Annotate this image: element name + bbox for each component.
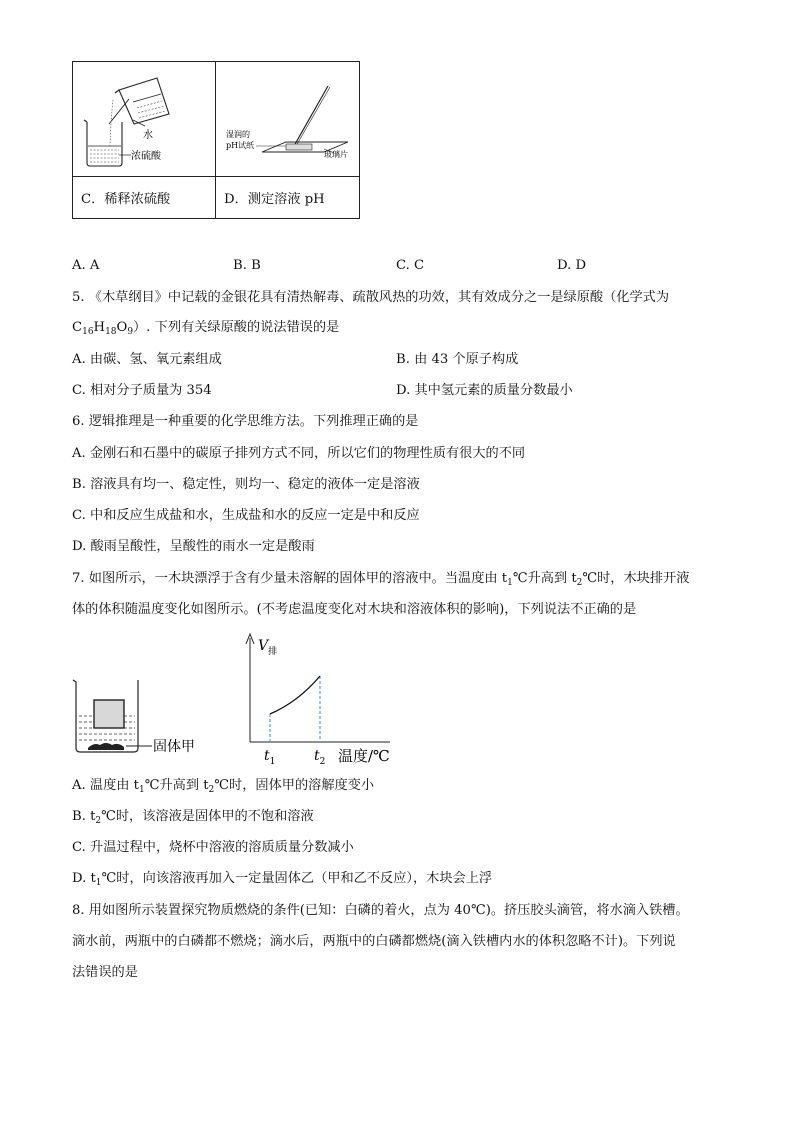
q7-option-b[interactable]: B. $t_2℃$时，该溶液是固体甲的不饱和溶液	[72, 809, 314, 826]
cell-c-figure	[73, 62, 216, 177]
q7-stem-line1: 7. 如图所示，一木块漂浮于含有少量未溶解的固体甲的溶液中。当温度由 $t_1℃$升高到 $t_2℃$时，木块排开液	[72, 571, 690, 588]
q7-option-a[interactable]: A. 温度由 $t_1℃$升高到 $t_2℃$时，固体甲的溶解度变小	[72, 778, 375, 795]
label-ph-paper: pH试纸	[226, 141, 255, 150]
formula-c: C	[72, 320, 83, 335]
q7-volume-temp-graph	[240, 628, 400, 768]
q5-option-a[interactable]: A. 由碳、氢、氧元素组成	[72, 352, 222, 367]
caption-c: C．稀释浓硫酸	[73, 177, 216, 219]
dilute-acid-figure	[73, 62, 215, 176]
q4-option-d[interactable]: D. D	[557, 258, 587, 273]
q5-stem-line2: $C_{16}H_{18}O_9$）. 下列有关绿原酸的说法错误的是	[72, 320, 340, 337]
q7-beaker-figure	[70, 670, 210, 762]
q5-option-b[interactable]: B. 由 43 个原子构成	[396, 352, 519, 367]
q7-option-c[interactable]: C. 升温过程中，烧杯中溶液的溶质质量分数减小	[72, 840, 354, 855]
q5-option-c[interactable]: C. 相对分子质量为 354	[72, 383, 212, 398]
label-wet: 湿润的	[226, 130, 250, 139]
q6-option-b[interactable]: B. 溶液具有均一、稳定性，则均一、稳定的液体一定是溶液	[72, 477, 420, 492]
q6-stem: 6. 逻辑推理是一种重要的化学思维方法。下列推理正确的是	[72, 414, 419, 429]
q4-option-c[interactable]: C. C	[396, 258, 425, 273]
q4-option-b[interactable]: B. B	[233, 258, 261, 273]
volume-curve	[270, 676, 320, 714]
y-axis-label: $V_排$	[258, 638, 278, 657]
x-axis-label: 温度/℃	[338, 747, 390, 765]
q4-option-a[interactable]: A. A	[72, 258, 100, 273]
cell-d-figure	[216, 62, 360, 177]
q6-option-d[interactable]: D. 酸雨呈酸性，呈酸性的雨水一定是酸雨	[72, 539, 315, 554]
solid-jia	[88, 743, 124, 750]
q5-stem-line1: 5. 《木草纲目》中记载的金银花具有清热解毒、疏散风热的功效，其有效成分之一是绿原酸（化学式为	[72, 290, 670, 305]
q7-option-d[interactable]: D. $t_1℃$时，向该溶液再加入一定量固体乙（甲和乙不反应），木块会上浮	[72, 871, 493, 888]
q8-stem-line2: 滴水前，两瓶中的白磷都不燃烧；滴水后，两瓶中的白磷都燃烧(滴入铁槽内水的体积忽略不计)。下列说	[72, 934, 676, 949]
tick-t2: $t_2$	[314, 748, 326, 767]
q7-stem-line2: 体的体积随温度变化如图所示。(不考虑温度变化对木块和溶液体积的影响)，下列说法不正确的是	[72, 602, 637, 617]
caption-d: D．测定溶液 pH	[216, 177, 360, 219]
label-conc-acid: 浓硫酸	[131, 151, 161, 162]
ph-test-figure	[216, 62, 359, 176]
q6-option-a[interactable]: A. 金刚石和石墨中的碳原子排列方式不同，所以它们的物理性质有很大的不同	[72, 446, 526, 461]
q8-stem-line1: 8. 用如图所示装置探究物质燃烧的条件(已知：白磷的着火，点为 40℃)。挤压胶头滴管，将水滴入铁槽。	[72, 903, 689, 918]
tick-t1: $t_1$	[264, 748, 276, 767]
label-solid-jia: 固体甲	[153, 739, 195, 755]
wood-block	[94, 700, 124, 728]
q8-stem-line3: 法错误的是	[72, 965, 138, 980]
options-table	[72, 61, 360, 219]
label-water: 水	[143, 130, 153, 141]
q5-option-d[interactable]: D. 其中氢元素的质量分数最小	[396, 383, 573, 398]
label-glass: 玻璃片	[324, 150, 348, 159]
q6-option-c[interactable]: C. 中和反应生成盐和水，生成盐和水的反应一定是中和反应	[72, 508, 420, 523]
